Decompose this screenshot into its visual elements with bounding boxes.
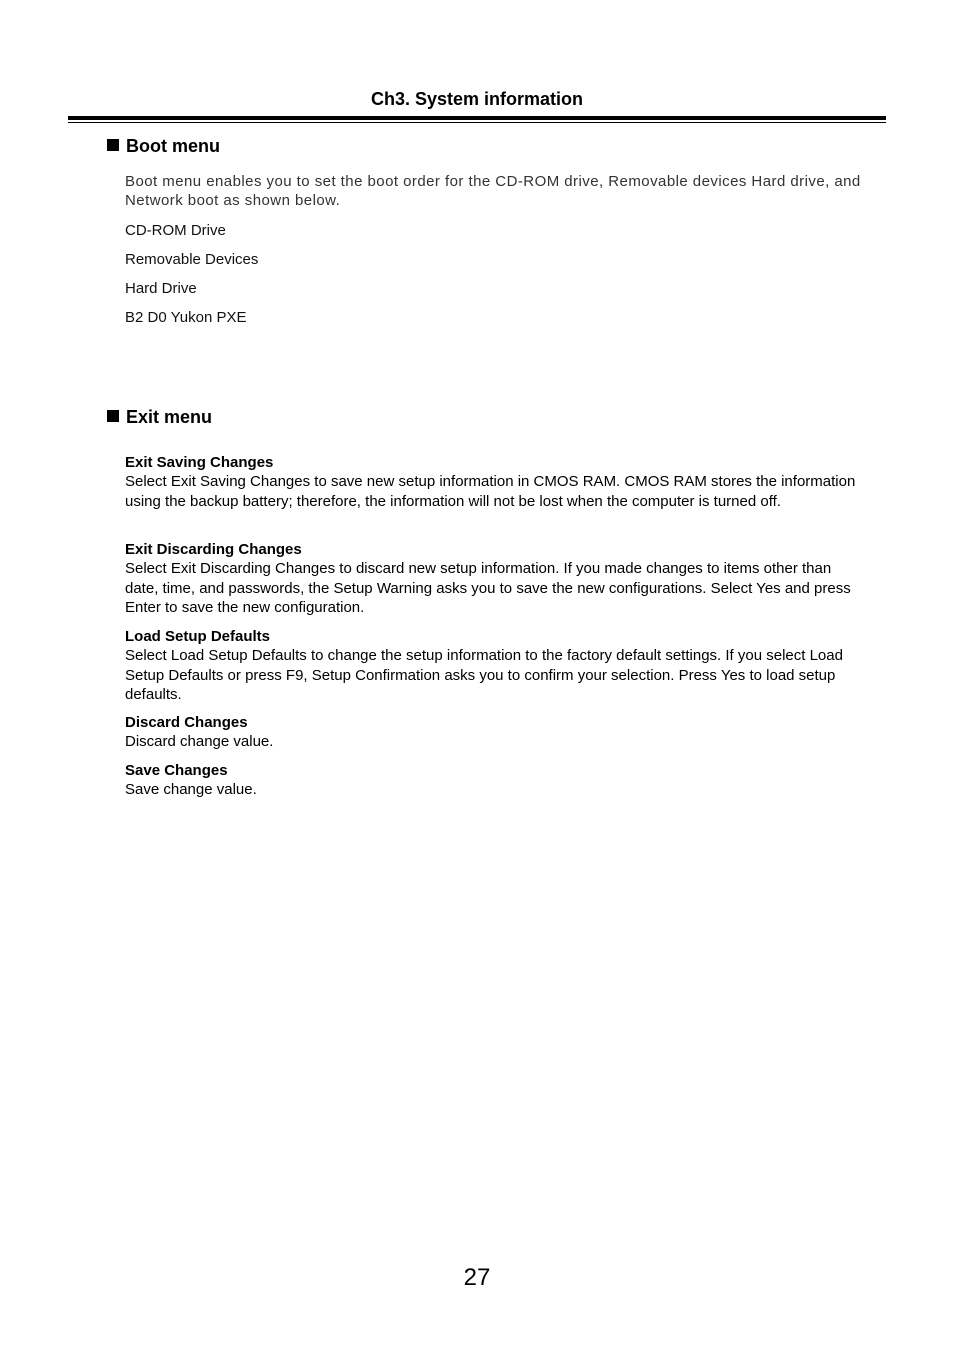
boot-item-removable: Removable Devices xyxy=(125,251,259,268)
exit-entry-title: Discard Changes xyxy=(125,714,248,731)
exit-entry-discard-changes xyxy=(125,713,865,752)
boot-menu-heading xyxy=(107,136,220,157)
exit-entry-title: Load Setup Defaults xyxy=(125,628,271,645)
exit-entry-exit-discarding xyxy=(125,540,865,617)
square-bullet-icon xyxy=(107,139,119,151)
exit-entry-desc: Select Load Setup Defaults to change the setup information to the factory default settings. If you select Load Setup Defaults or press F9, Setup Confirmation asks you to confirm your selection. Press Yes to load setup defaults. xyxy=(125,647,843,703)
exit-entry-exit-saving xyxy=(125,453,865,511)
boot-menu-intro: Boot menu enables you to set the boot order for the CD-ROM drive, Removable devices Hard drive, and Network boot as shown below. xyxy=(125,173,861,209)
exit-entry-desc: Discard change value. xyxy=(125,733,274,751)
boot-item-cdrom: CD-ROM Drive xyxy=(125,222,226,239)
chapter-title: Ch3. System information xyxy=(370,89,584,109)
boot-item-network: B2 D0 Yukon PXE xyxy=(125,309,247,326)
exit-entry-desc: Select Exit Saving Changes to save new setup information in CMOS RAM. CMOS RAM stores the information using the backup battery; therefore, the information will not be lost when the computer is turned off. xyxy=(125,473,856,510)
exit-entry-title: Exit Saving Changes xyxy=(125,454,274,471)
exit-entry-desc: Select Exit Discarding Changes to discard new setup information. If you made changes to items other than date, time, and passwords, the Setup Warning asks you to save the new configurations. Select Yes and press Enter to save the new configuration. xyxy=(125,560,851,616)
boot-item-hard-drive: Hard Drive xyxy=(125,280,197,297)
exit-entry-load-defaults xyxy=(125,627,865,704)
exit-menu-heading xyxy=(107,407,212,428)
exit-menu-heading-text: Exit menu xyxy=(126,407,213,427)
exit-entry-title: Save Changes xyxy=(125,762,228,779)
header-rule-thin xyxy=(68,122,886,123)
exit-entry-desc: Save change value. xyxy=(125,781,257,799)
header-rule-thick xyxy=(68,116,886,120)
page-number: 27 xyxy=(463,1264,491,1291)
square-bullet-icon xyxy=(107,410,119,422)
boot-menu-heading-text: Boot menu xyxy=(126,136,220,156)
exit-entry-save-changes xyxy=(125,761,865,800)
exit-entry-title: Exit Discarding Changes xyxy=(125,541,302,558)
